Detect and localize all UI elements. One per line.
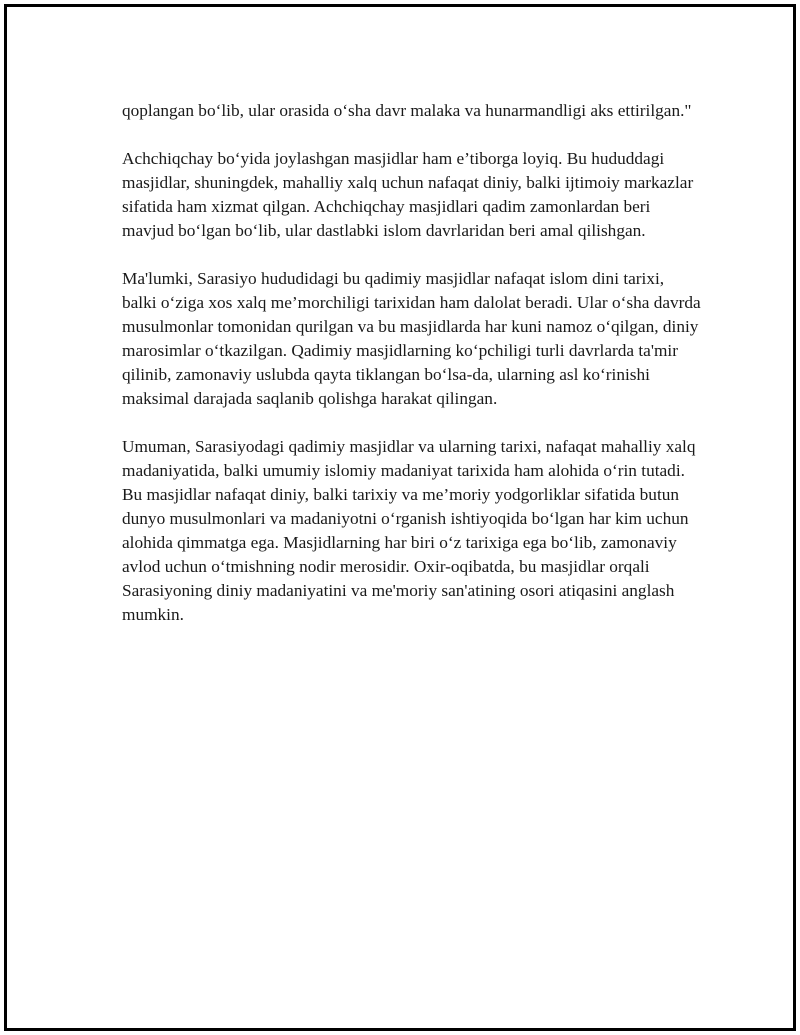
- paragraph-conclusion: Umuman, Sarasiyodagi qadimiy masjidlar va ularning tarixi, nafaqat mahalliy xalq madaniyatida, balki umumiy islomiy madaniyat tarixida ham alohida o‘rin tutadi. Bu masjidlar nafaqat diniy, balki tarixiy va me’moriy yodgorliklar sifatida butun dunyo musulmonlari va madaniyotni o‘rganish ishtiyoqida bo‘lgan har kim uchun alohida qimmatga ega. Masjidlarning har biri o‘z tarixiga ega bo‘lib, zamonaviy avlod uchun o‘tmishning nodir merosidir. Oxir-oqibatda, bu masjidlar orqali Sarasiyoning diniy madaniyatini va me'moriy san'atining osori atiqasini anglash mumkin.: [122, 437, 696, 624]
- paragraph-achchiqchay-mosques: Achchiqchay bo‘yida joylashgan masjidlar ham e’tiborga loyiq. Bu hududdagi masjidlar, shuningdek, mahalliy xalq uchun nafaqat diniy, balki ijtimoiy markazlar sifatida ham xizmat qilgan. Achchiqchay masjidlari qadim zamonlardan beri mavjud bo‘lgan bo‘lib, ular dastlabki islom davrlaridan beri amal qilishgan.: [122, 149, 694, 240]
- paragraph-sarasiyo-ancient-mosques: Ma'lumki, Sarasiyo hududidagi bu qadimiy masjidlar nafaqat islom dini tarixi, balki o‘ziga xos xalq me’morchiligi tarixidan ham dalolat beradi. Ular o‘sha davrda musulmonlar tomonidan qurilgan va bu masjidlarda har kuni namoz o‘qilgan, diniy marosimlar o‘tkazilgan. Qadimiy masjidlarning ko‘pchiligi turli davrlarda ta'mir qilinib, zamonaviy uslubda qayta tiklangan bo‘lsa-da, ularning asl ko‘rinishi maksimal darajada saqlanib qolishga harakat qilingan.: [122, 269, 701, 408]
- document-body: [122, 99, 702, 651]
- paragraph-continuation: qoplangan bo‘lib, ular orasida o‘sha davr malaka va hunarmandligi aks ettirilgan.": [122, 101, 692, 120]
- document-page: [4, 4, 796, 1031]
